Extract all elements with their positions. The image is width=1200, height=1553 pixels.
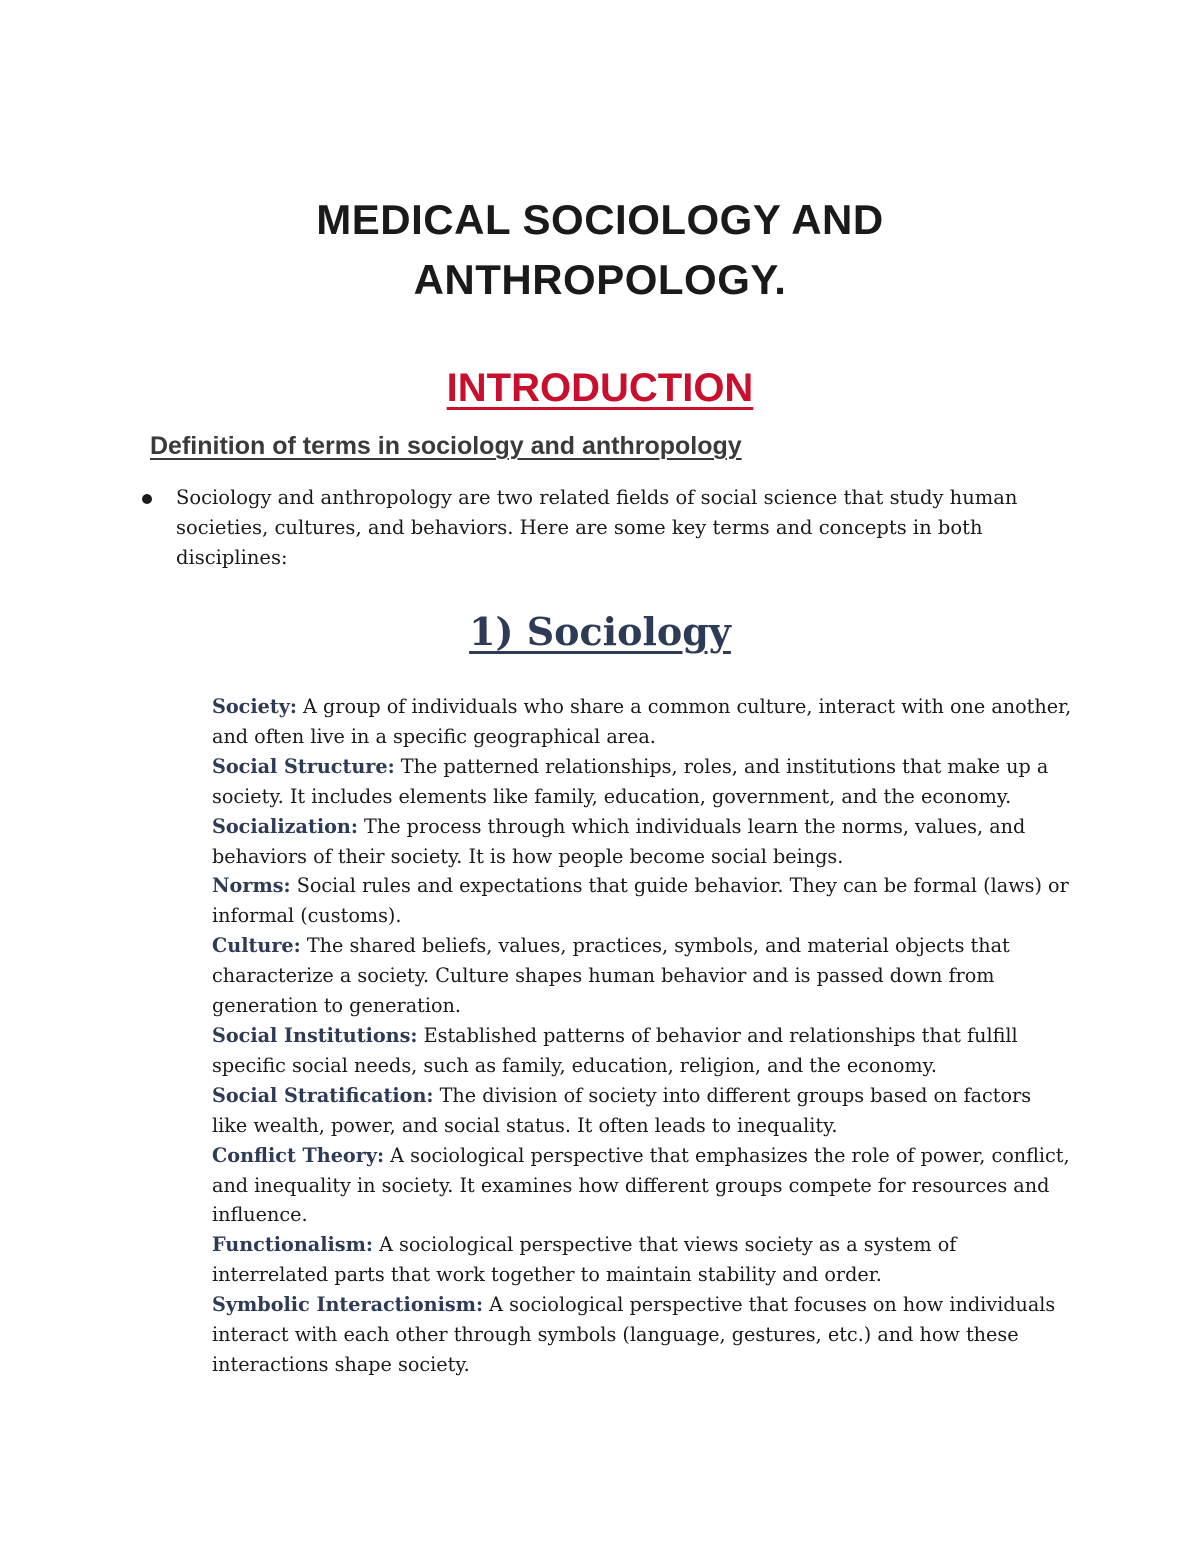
sociology-section-heading [0, 603, 1200, 661]
title-line-1: MEDICAL SOCIOLOGY AND [316, 196, 884, 243]
term-name: Social Institutions: [212, 1023, 418, 1047]
title-line-2: ANTHROPOLOGY. [413, 256, 787, 303]
term-name: Socialization: [212, 814, 358, 838]
term-name: Society: [212, 695, 297, 718]
term-name: Social Structure: [212, 754, 395, 778]
term-name: Culture: [212, 934, 301, 958]
term-name: Social Stratification: [212, 1083, 434, 1107]
term-definition: The division of society into different groups based on factors like wealth, power, and social status. It often leads to inequality. [212, 1083, 1032, 1137]
term-definition: Established patterns of behavior and relationships that fulfill specific social needs, such as family, education, religion, and the economy. [212, 1023, 1018, 1077]
document-title [0, 190, 1200, 310]
term-social-stratification [212, 1081, 1072, 1141]
sociology-heading-text: 1) Sociology [469, 609, 731, 654]
term-definition: Social rules and expectations that guide behavior. They can be formal (laws) or informal (customs). [212, 874, 1069, 928]
term-socialization [212, 812, 1072, 872]
term-definition: The patterned relationships, roles, and institutions that make up a society. It includes elements like family, education, government, and the economy. [212, 754, 1049, 808]
term-definition: The shared beliefs, values, practices, symbols, and material objects that characterize a society. Culture shapes human behavior and is passed down from generation to generation. [212, 934, 1010, 1018]
definition-subheading: Definition of terms in sociology and anthropology [150, 432, 742, 460]
term-definition: A sociological perspective that views society as a system of interrelated parts that work together to maintain stability and order. [212, 1233, 957, 1287]
term-norms [212, 871, 1072, 931]
introduction-heading: INTRODUCTION [446, 366, 754, 410]
term-definition: A sociological perspective that focuses on how individuals interact with each other through symbols (language, gestures, etc.) and how these interactions shape society. [212, 1293, 1056, 1376]
term-social-structure [212, 752, 1072, 812]
term-name: Symbolic Interactionism: [212, 1293, 484, 1317]
term-definition: A sociological perspective that emphasizes the role of power, conflict, and inequality in society. It examines how different groups compete for resources and influence. [212, 1143, 1070, 1227]
term-social-institutions [212, 1021, 1072, 1081]
term-name: Norms: [212, 874, 291, 898]
sociology-terms-list [212, 692, 1072, 1380]
term-name: Conflict Theory: [212, 1143, 385, 1167]
intro-bullet-text: Sociology and anthropology are two related fields of social science that study human societies, cultures, and behaviors. Here are some key terms and concepts in both disciplines: [176, 486, 1018, 569]
term-culture [212, 931, 1072, 1021]
term-definition: The process through which individuals learn the norms, values, and behaviors of their society. It is how people become social beings. [212, 814, 1026, 868]
term-society [212, 692, 1072, 752]
term-definition: A group of individuals who share a common culture, interact with one another, and often live in a specific geographical area. [212, 695, 1072, 748]
term-symbolic-interactionism [212, 1290, 1072, 1380]
term-name: Functionalism: [212, 1233, 373, 1257]
term-conflict-theory [212, 1141, 1072, 1231]
term-functionalism [212, 1230, 1072, 1290]
bullet-dot-icon [142, 494, 152, 504]
